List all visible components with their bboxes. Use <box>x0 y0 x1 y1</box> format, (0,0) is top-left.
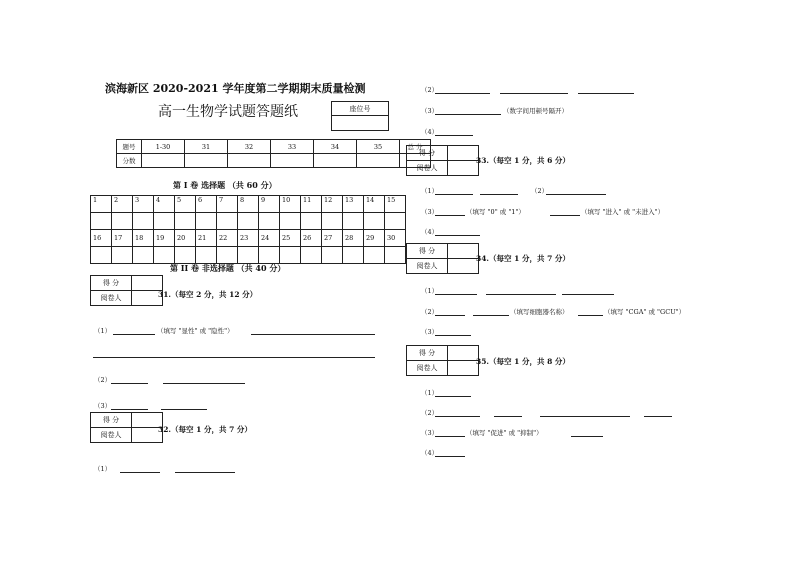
score-header-cell: 33 <box>271 140 314 154</box>
choice-number: 6 <box>196 196 217 213</box>
choice-answer-cell[interactable] <box>154 247 175 264</box>
choice-answer-cell[interactable] <box>385 247 406 264</box>
q32-grader-box <box>90 412 163 443</box>
score-header-cell: 31 <box>185 140 228 154</box>
answer-blank[interactable] <box>435 93 490 94</box>
choice-answer-cell[interactable] <box>238 213 259 230</box>
q34-grader-box <box>406 243 479 274</box>
choice-number: 25 <box>280 230 301 247</box>
score-cell[interactable] <box>357 154 400 168</box>
choice-number: 10 <box>280 196 301 213</box>
q33-grader-box <box>406 145 479 176</box>
score-header-cell: 32 <box>228 140 271 154</box>
choice-answer-cell[interactable] <box>175 247 196 264</box>
grader-cell[interactable] <box>448 361 479 376</box>
answer-blank[interactable] <box>435 235 480 236</box>
choice-answer-cell[interactable] <box>91 247 112 264</box>
choice-answer-cell[interactable] <box>133 247 154 264</box>
q32-l3-hint: （数字间用顿号隔开） <box>503 107 568 115</box>
answer-blank[interactable] <box>571 436 603 437</box>
choice-answer-cell[interactable] <box>259 247 280 264</box>
score-label: 得 分 <box>407 244 448 259</box>
choice-answer-cell[interactable] <box>112 247 133 264</box>
seat-label: 座位号 <box>332 102 389 116</box>
score-cell[interactable] <box>448 346 479 361</box>
choice-number: 28 <box>343 230 364 247</box>
answer-blank[interactable] <box>486 294 556 295</box>
q35-l1-num: （1） <box>421 389 439 397</box>
score-label: 得 分 <box>91 413 132 428</box>
seat-number-box <box>331 101 389 131</box>
score-row-label: 分数 <box>117 154 142 168</box>
choice-number: 23 <box>238 230 259 247</box>
choice-number: 22 <box>217 230 238 247</box>
q31-l1-num: （1） <box>94 327 112 335</box>
choice-number: 9 <box>259 196 280 213</box>
score-label: 得 分 <box>407 346 448 361</box>
choice-number: 3 <box>133 196 154 213</box>
part1-title: 第 I 卷 选择题 （共 60 分） <box>173 180 277 190</box>
grader-label: 阅卷人 <box>91 291 132 306</box>
choice-answer-cell[interactable] <box>133 213 154 230</box>
score-cell[interactable] <box>448 244 479 259</box>
score-header-cell: 34 <box>314 140 357 154</box>
answer-blank[interactable] <box>251 334 375 335</box>
choice-number: 18 <box>133 230 154 247</box>
choice-answer-cell[interactable] <box>196 247 217 264</box>
score-cell[interactable] <box>185 154 228 168</box>
score-header-cell: 题号 <box>117 140 142 154</box>
grader-label: 阅卷人 <box>407 161 448 176</box>
q34-l2-hint2: （填写 "CGA" 或 "GCU"） <box>604 308 686 316</box>
choice-number: 7 <box>217 196 238 213</box>
answer-blank[interactable] <box>113 334 155 335</box>
score-header-cell: 1-30 <box>142 140 185 154</box>
q32-l2-num: （2） <box>421 86 439 94</box>
answer-blank[interactable] <box>111 383 148 384</box>
choice-number: 15 <box>385 196 406 213</box>
score-cell[interactable] <box>142 154 185 168</box>
choice-number: 2 <box>112 196 133 213</box>
choice-number: 13 <box>343 196 364 213</box>
q34-title: 34.（每空 1 分，共 7 分） <box>476 254 570 263</box>
choice-number: 21 <box>196 230 217 247</box>
q33-l2-num: （2） <box>531 187 549 195</box>
choice-answer-cell[interactable] <box>280 247 301 264</box>
score-cell[interactable] <box>271 154 314 168</box>
answer-blank[interactable] <box>562 294 614 295</box>
q35-l3-num: （3） <box>421 429 439 437</box>
sheet-title: 高一生物学试题答题纸 <box>158 104 298 120</box>
score-cell[interactable] <box>314 154 357 168</box>
q35-title: 35.（每空 1 分，共 8 分） <box>476 357 570 366</box>
score-cell[interactable] <box>448 146 479 161</box>
answer-blank[interactable] <box>163 383 245 384</box>
part2-title: 第 II 卷 非选择题 （共 40 分） <box>170 263 286 273</box>
choice-number: 11 <box>301 196 322 213</box>
choice-number: 14 <box>364 196 385 213</box>
answer-blank[interactable] <box>500 93 568 94</box>
choice-answer-cell[interactable] <box>364 247 385 264</box>
answer-blank[interactable] <box>175 472 235 473</box>
answer-blank[interactable] <box>435 215 465 216</box>
q32-l4-num: （4） <box>421 128 439 136</box>
q31-l1-hint: （填写 "显性" 或 "隐性"） <box>157 327 234 335</box>
q33-l3-hint1: （填写 "0" 或 "1"） <box>466 208 525 216</box>
q34-l1-num: （1） <box>421 287 439 295</box>
choice-number: 30 <box>385 230 406 247</box>
choice-answer-cell[interactable] <box>238 247 259 264</box>
answer-blank[interactable] <box>435 294 477 295</box>
q34-l3-num: （3） <box>421 328 439 336</box>
choice-answer-cell[interactable] <box>91 213 112 230</box>
choice-answer-cell[interactable] <box>385 213 406 230</box>
grader-cell[interactable] <box>448 161 479 176</box>
exam-title: 滨海新区 2020-2021 学年度第二学期期末质量检测 <box>105 82 366 95</box>
choice-number: 8 <box>238 196 259 213</box>
answer-blank[interactable] <box>644 416 672 417</box>
grader-cell[interactable] <box>448 259 479 274</box>
choice-answer-cell[interactable] <box>217 213 238 230</box>
answer-blank[interactable] <box>435 135 473 136</box>
score-header-cell: 35 <box>357 140 400 154</box>
q31-l3-num: （3） <box>94 402 112 410</box>
choice-number: 17 <box>112 230 133 247</box>
choice-answer-grid <box>90 195 406 264</box>
choice-answer-cell[interactable] <box>259 213 280 230</box>
q32-l1-num: （1） <box>94 465 112 473</box>
choice-number: 5 <box>175 196 196 213</box>
answer-blank[interactable] <box>435 396 471 397</box>
answer-blank[interactable] <box>93 357 375 358</box>
choice-answer-cell[interactable] <box>364 213 385 230</box>
q35-grader-box <box>406 345 479 376</box>
answer-blank[interactable] <box>578 93 634 94</box>
q31-grader-box <box>90 275 163 306</box>
answer-blank[interactable] <box>578 315 603 316</box>
q34-l2-hint1: （填写细胞器名称） <box>510 308 569 316</box>
grader-label: 阅卷人 <box>91 428 132 443</box>
choice-answer-cell[interactable] <box>217 247 238 264</box>
choice-answer-cell[interactable] <box>322 247 343 264</box>
choice-number: 4 <box>154 196 175 213</box>
answer-blank[interactable] <box>494 416 522 417</box>
q33-l1-num: （1） <box>421 187 439 195</box>
score-label: 得 分 <box>407 146 448 161</box>
answer-blank[interactable] <box>435 456 465 457</box>
choice-answer-cell[interactable] <box>175 213 196 230</box>
q35-l4-num: （4） <box>421 449 439 457</box>
choice-number: 26 <box>301 230 322 247</box>
choice-number: 1 <box>91 196 112 213</box>
choice-number: 27 <box>322 230 343 247</box>
choice-answer-cell[interactable] <box>343 213 364 230</box>
answer-blank[interactable] <box>161 409 207 410</box>
answer-blank[interactable] <box>550 215 580 216</box>
score-label: 得 分 <box>91 276 132 291</box>
choice-number: 16 <box>91 230 112 247</box>
q33-l3-num: （3） <box>421 208 439 216</box>
choice-number: 20 <box>175 230 196 247</box>
grader-label: 阅卷人 <box>407 361 448 376</box>
choice-answer-cell[interactable] <box>154 213 175 230</box>
choice-number: 12 <box>322 196 343 213</box>
choice-answer-cell[interactable] <box>343 247 364 264</box>
q33-l3-hint2: （填写 "进入" 或 "未进入"） <box>581 208 665 216</box>
choice-answer-cell[interactable] <box>112 213 133 230</box>
answer-blank[interactable] <box>473 315 509 316</box>
answer-blank[interactable] <box>435 416 480 417</box>
q31-title: 31.（每空 2 分，共 12 分） <box>158 290 258 299</box>
choice-answer-cell[interactable] <box>280 213 301 230</box>
q35-l3-hint: （填写 "促进" 或 "抑制"） <box>466 429 543 437</box>
choice-number: 24 <box>259 230 280 247</box>
q32-title: 32.（每空 1 分，共 7 分） <box>158 425 252 434</box>
score-cell[interactable] <box>228 154 271 168</box>
score-header-cell: 总 分 <box>400 140 431 154</box>
choice-answer-cell[interactable] <box>301 213 322 230</box>
answer-blank[interactable] <box>435 335 471 336</box>
choice-answer-cell[interactable] <box>301 247 322 264</box>
choice-answer-cell[interactable] <box>322 213 343 230</box>
answer-blank[interactable] <box>435 315 465 316</box>
choice-number: 29 <box>364 230 385 247</box>
answer-blank[interactable] <box>435 194 473 195</box>
grader-label: 阅卷人 <box>407 259 448 274</box>
answer-blank[interactable] <box>435 436 465 437</box>
q33-title: 33.（每空 1 分，共 6 分） <box>476 156 570 165</box>
answer-blank[interactable] <box>435 114 501 115</box>
answer-blank[interactable] <box>546 194 606 195</box>
q35-l2-num: （2） <box>421 409 439 417</box>
seat-value-cell[interactable] <box>332 116 389 131</box>
q34-l2-num: （2） <box>421 308 439 316</box>
answer-blank[interactable] <box>111 409 148 410</box>
answer-blank[interactable] <box>120 472 160 473</box>
score-table <box>116 139 431 168</box>
q32-l3-num: （3） <box>421 107 439 115</box>
q33-l4-num: （4） <box>421 228 439 236</box>
choice-answer-cell[interactable] <box>196 213 217 230</box>
q31-l2-num: （2） <box>94 376 112 384</box>
choice-number: 19 <box>154 230 175 247</box>
answer-blank[interactable] <box>480 194 518 195</box>
answer-blank[interactable] <box>540 416 630 417</box>
